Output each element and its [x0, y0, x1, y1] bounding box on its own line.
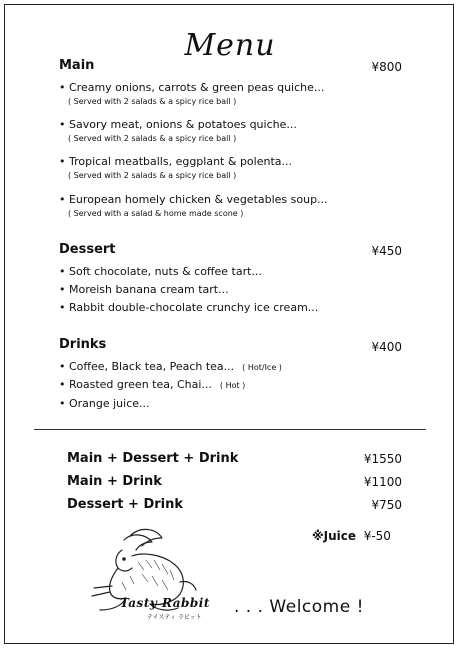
drinks-item [59, 378, 245, 391]
main-item: • European homely chicken & vegetables soup... [59, 193, 328, 206]
dessert-item: • Moreish banana cream tart... [59, 283, 229, 296]
main-heading: Main [59, 58, 95, 73]
drinks-item-name: • Roasted green tea, Chai... [59, 378, 212, 391]
dessert-price: ¥450 [371, 244, 402, 258]
main-item: • Creamy onions, carrots & green peas quiche... [59, 81, 325, 94]
drinks-item-name: • Coffee, Black tea, Peach tea... [59, 360, 235, 373]
set-label: Main + Drink [67, 474, 162, 489]
dessert-item: • Soft chocolate, nuts & coffee tart... [59, 265, 262, 278]
drinks-item-name: • Orange juice... [59, 397, 150, 410]
welcome-text: . . . Welcome ! [234, 597, 364, 617]
juice-note [312, 529, 391, 543]
main-price: ¥800 [371, 60, 402, 74]
juice-label: ※Juice [312, 529, 357, 543]
logo-name: Tasty Rabbit [120, 596, 210, 610]
drinks-item [59, 360, 282, 373]
divider [34, 429, 426, 430]
main-item-note: ( Served with 2 salads & a spicy rice ball ) [68, 171, 237, 180]
dessert-item: • Rabbit double-chocolate crunchy ice cream... [59, 301, 319, 314]
logo-subtitle: テイスティ ラビット [147, 614, 202, 621]
drinks-heading: Drinks [59, 337, 107, 352]
drinks-item-tag: ( Hot ) [219, 381, 246, 390]
main-item-note: ( Served with 2 salads & a spicy rice ball ) [68, 97, 237, 106]
dessert-heading: Dessert [59, 242, 116, 257]
main-item: • Savory meat, onions & potatoes quiche... [59, 118, 297, 131]
main-item: • Tropical meatballs, eggplant & polenta... [59, 155, 292, 168]
main-item-note: ( Served with a salad & home made scone ) [68, 209, 244, 218]
set-price: ¥750 [371, 498, 402, 512]
drinks-price: ¥400 [371, 340, 402, 354]
set-label: Dessert + Drink [67, 497, 184, 512]
drinks-item [59, 397, 150, 410]
main-item-note: ( Served with 2 salads & a spicy rice ball ) [68, 134, 237, 143]
menu-title: Menu [184, 28, 276, 63]
set-label: Main + Dessert + Drink [67, 451, 239, 466]
drinks-item-tag: ( Hot/Ice ) [242, 363, 282, 372]
set-price: ¥1550 [363, 452, 402, 466]
juice-price: ¥-50 [363, 529, 391, 543]
set-price: ¥1100 [363, 475, 402, 489]
